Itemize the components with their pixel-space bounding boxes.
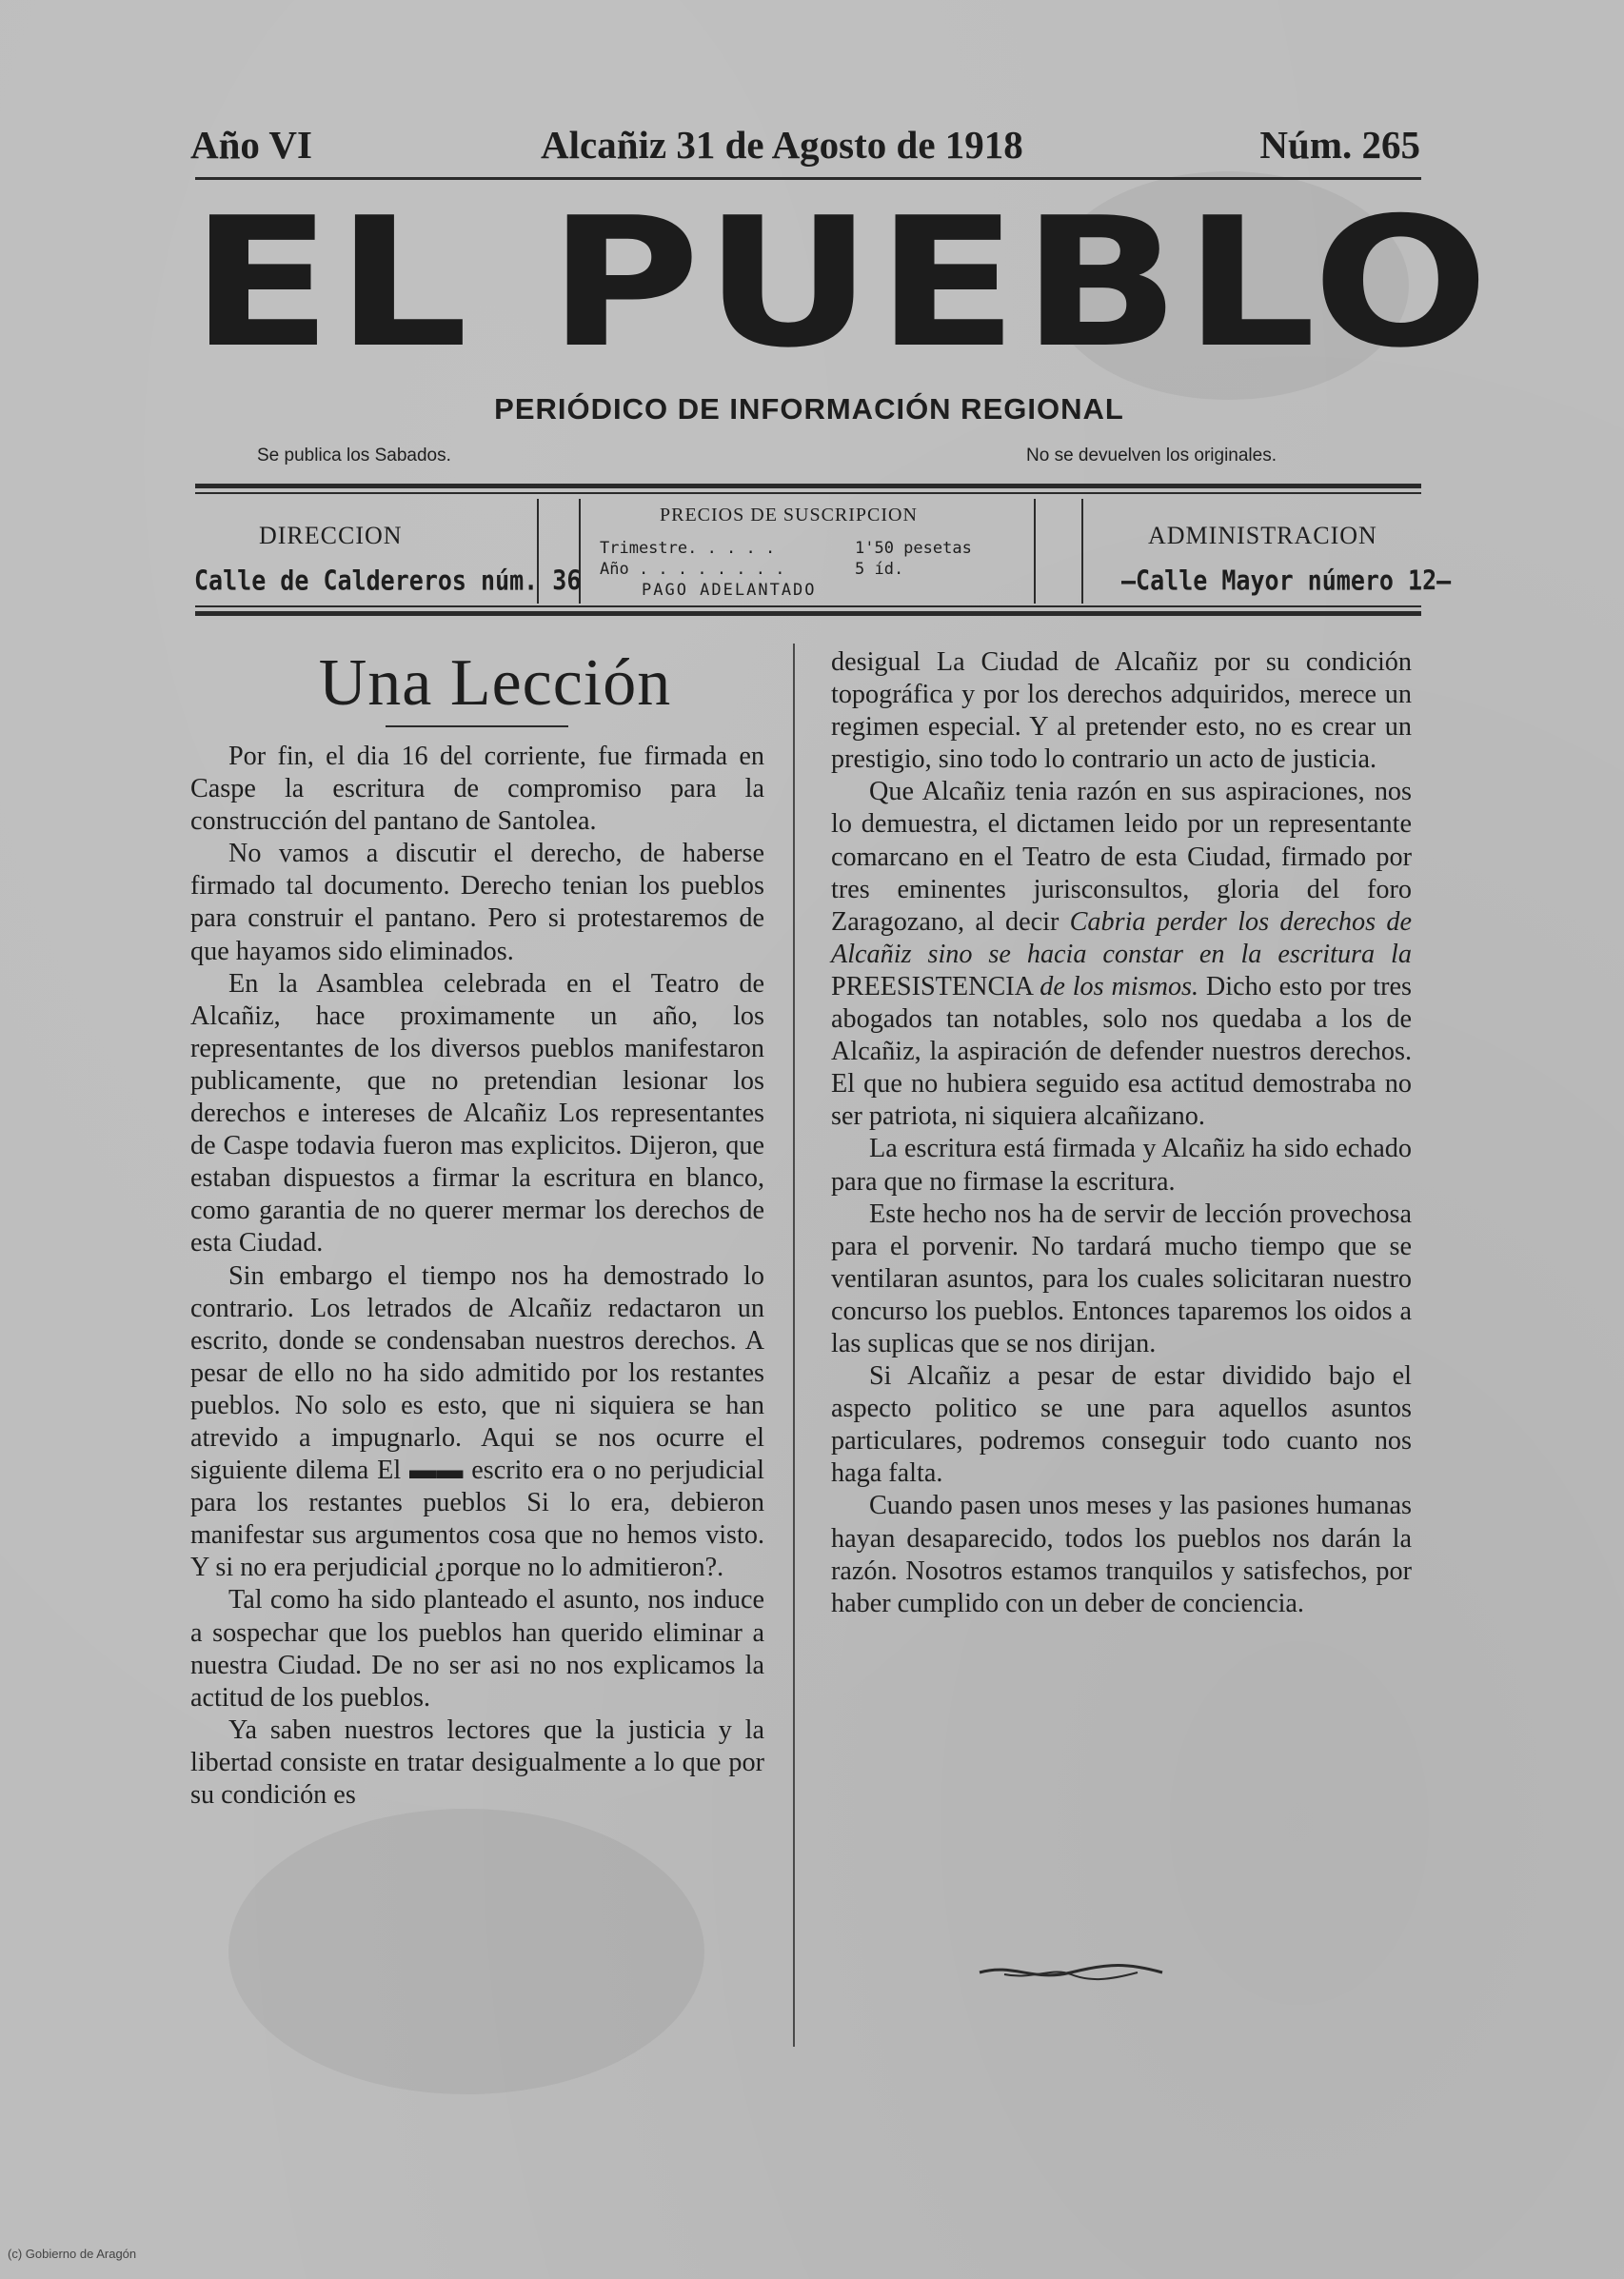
prices-label: PRECIOS DE SUSCRIPCION	[660, 505, 918, 525]
price-row-label: Año . . . . . . . .	[600, 560, 785, 579]
image-credit: (c) Gobierno de Aragón	[8, 2247, 137, 2261]
headline-rule	[386, 725, 568, 727]
box-bottom-rule-thin	[195, 605, 1421, 607]
masthead-subtitle: PERIÓDICO DE INFORMACIÓN REGIONAL	[494, 392, 1124, 426]
masthead-title: EL PUEBLO	[190, 180, 1494, 387]
paragraph-text: Dicho esto por tres abogados tan notables, solo nos quedaba a los de Alcañiz, la aspiración de defender nuestros derechos. El que no hubiera seguido esa actitud demostraba no ser patriota, ni siquiera alcañizano.	[831, 971, 1412, 1132]
paragraph	[831, 776, 1412, 1133]
column-divider	[793, 644, 795, 2047]
paragraph: Tal como ha sido planteado el asunto, nos induce a sospechar que los pueblos han querido eliminar a nuestra Ciudad. De no ser asi no nos explicamos la actitud de los pueblos.	[190, 1585, 764, 1713]
direction-label: DIRECCION	[259, 522, 403, 549]
article-left-column	[190, 741, 764, 1812]
paragraph: Si Alcañiz a pesar de estar dividido bajo el aspecto politico se une para aquellos asuntos particulares, podremos conseguir todo cuanto nos haga falta.	[831, 1361, 1412, 1489]
price-row-label: Trimestre. . . . .	[600, 539, 776, 558]
box-divider	[1081, 499, 1083, 604]
publication-note: Se publica los Sabados.	[257, 446, 451, 466]
issue-number: Núm. 265	[1259, 123, 1420, 167]
dictamen-quote: Cabria perder los derechos de Alcañiz sino se hacia constar en la escritura la	[831, 906, 1412, 969]
paragraph-text: Que Alcañiz tenia razón en sus aspiraciones, nos lo demuestra, el dictamen leido por un representante comarcano en el Teatro de esta Ciudad, firmado por tres eminentes jurisconsultos, gloria del foro Zaragozano, al decir	[831, 777, 1412, 937]
price-row-value: 5 íd.	[855, 560, 904, 579]
administration-label: ADMINISTRACION	[1148, 522, 1377, 549]
dictamen-quote: de los mismos.	[1040, 971, 1199, 1001]
end-ornament	[976, 1961, 1166, 1984]
article-right-column	[831, 646, 1412, 1620]
paragraph: No vamos a discutir el derecho, de haberse firmado tal documento. Derecho tenian los pueblos para construir el pantano. Pero si protestaremos de que hayamos sido eliminados.	[190, 839, 764, 966]
administration-address: —Calle Mayor número 12—	[1121, 565, 1452, 597]
dateline	[190, 112, 1420, 173]
issue-date: Alcañiz 31 de Agosto de 1918	[541, 123, 1023, 167]
article-headline: Una Lección	[318, 646, 672, 720]
payment-note: PAGO ADELANTADO	[642, 581, 817, 600]
box-divider	[1034, 499, 1036, 604]
originals-note: No se devuelven los originales.	[1026, 446, 1277, 466]
box-top-rule-thin	[195, 492, 1421, 494]
paragraph: Ya saben nuestros lectores que la justicia y la libertad consiste en tratar desigualmente a lo que por su condición es	[190, 1714, 764, 1810]
box-bottom-rule	[195, 611, 1421, 616]
price-row-value: 1'50 pesetas	[855, 539, 972, 558]
preexistencia-word: PREESISTENCIA	[831, 971, 1040, 1001]
year-label: Año VI	[190, 123, 312, 167]
paragraph: La escritura está firmada y Alcañiz ha sido echado para que no firmase la escritura.	[831, 1134, 1412, 1197]
paragraph: En la Asamblea celebrada en el Teatro de Alcañiz, hace proximamente un año, los representantes de los diversos pueblos manifestaron publicamente, que no pretendian lesionar los derechos e intereses de Alcañiz Los representantes de Caspe todavia fueron mas explicitos. Dijeron, que estaban dispuestos a firmar la escritura en blanco, como garantia de no querer mermar los derechos de esta Ciudad.	[190, 968, 764, 1258]
paragraph: Este hecho nos ha de servir de lección provechosa para el porvenir. No tardará mucho tiempo que se ventilaran asuntos, para los cuales solicitaran nuestro concurso los pueblos. Entonces taparemos los oidos a las suplicas que se nos dirijan.	[831, 1199, 1412, 1358]
paragraph: Cuando pasen unos meses y las pasiones humanas hayan desaparecido, todos los pueblos nos darán la razón. Nosotros estamos tranquilos y satisfechos, por haber cumplido con un deber de conciencia.	[831, 1491, 1412, 1618]
paragraph: Sin embargo el tiempo nos ha demostrado lo contrario. Los letrados de Alcañiz redactaron un escrito, donde se condensaban nuestros derechos. A pesar de ello no ha sido admitido por los restantes pueblos. No solo es esto, que ni siquiera se han atrevido a impugnarlo. Aqui se nos ocurre el siguiente dilema El ▬▬ escrito era o no perjudicial para los restantes pueblos Si lo era, debieron manifestar sus argumentos cosa que no hemos visto. Y si no era perjudicial ¿porque no lo admitieron?.	[190, 1260, 764, 1583]
paper-stain	[228, 1809, 704, 2094]
paragraph: Por fin, el dia 16 del corriente, fue firmada en Caspe la escritura de compromiso para la construcción del pantano de Santolea.	[190, 742, 764, 837]
direction-address: Calle de Caldereros núm. 36	[194, 565, 582, 597]
paragraph: desigual La Ciudad de Alcañiz por su condición topográfica y por los derechos adquiridos, merece un regimen especial. Y al pretender esto, no es crear un prestigio, sino todo lo contrario un acto de justicia.	[831, 647, 1412, 775]
box-top-rule	[195, 484, 1421, 488]
